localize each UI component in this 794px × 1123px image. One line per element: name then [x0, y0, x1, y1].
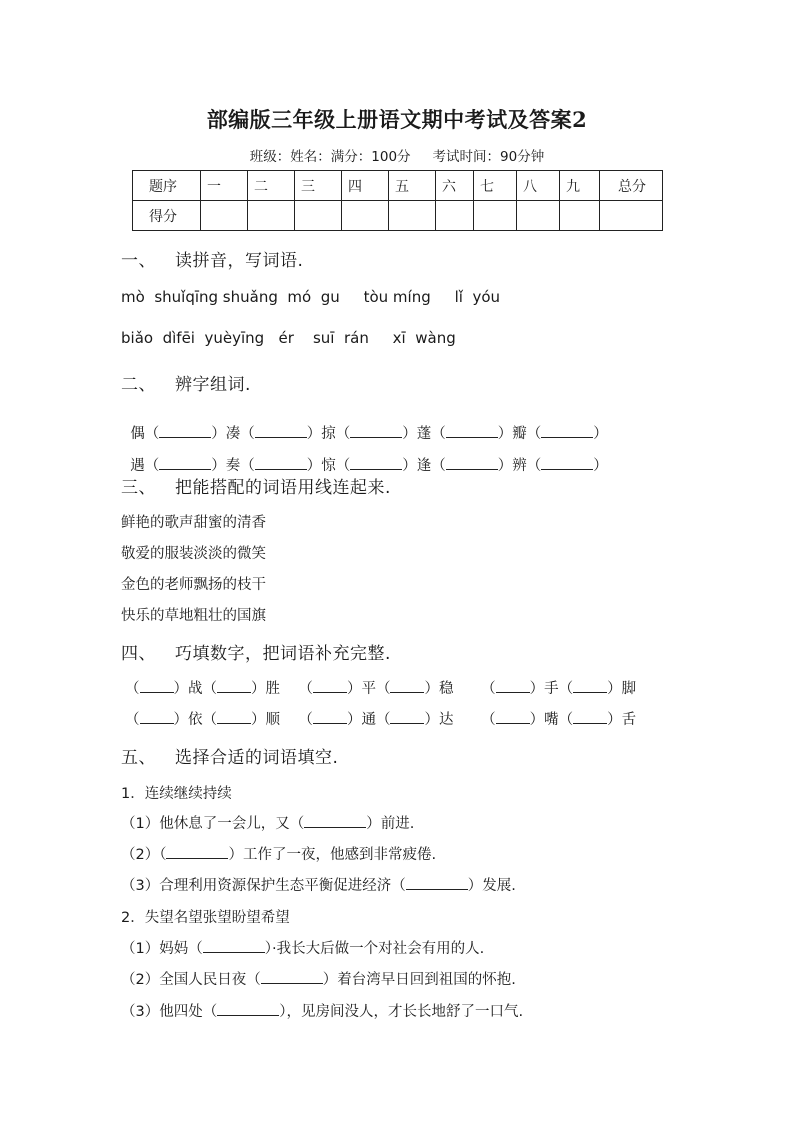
- answer-blank[interactable]: [166, 846, 228, 859]
- char: 偶: [130, 426, 145, 442]
- char-group-row: 遇（ ）奏（ ）惊（ ）逢（ ）辨（ ）: [130, 458, 608, 474]
- question-text: ），见房间没人，才长长地舒了一口气.: [279, 1004, 524, 1020]
- score-header-cell: 八: [517, 171, 560, 201]
- answer-blank[interactable]: [140, 711, 174, 724]
- question-text: ）前进.: [366, 816, 415, 832]
- answer-blank[interactable]: [541, 457, 593, 470]
- char: 达: [438, 712, 454, 728]
- exam-info: [0, 145, 794, 165]
- answer-blank[interactable]: [350, 425, 402, 438]
- answer-blank[interactable]: [159, 425, 211, 438]
- answer-blank[interactable]: [217, 711, 251, 724]
- time-info: 考试时间：90分钟: [432, 149, 545, 165]
- question-item: [121, 968, 516, 989]
- char: 舌: [621, 712, 637, 728]
- char: 战: [188, 681, 203, 697]
- answer-blank[interactable]: [255, 425, 307, 438]
- answer-blank[interactable]: [496, 711, 530, 724]
- question-item: [121, 874, 516, 895]
- question-text: （2）全国人民日夜（: [121, 972, 261, 988]
- question-text: ）着台湾早日回到祖国的怀抱.: [322, 972, 516, 988]
- class-info: 班级：姓名：满分：100分: [249, 149, 411, 165]
- answer-blank[interactable]: [304, 815, 366, 828]
- score-cell[interactable]: [248, 201, 295, 231]
- answer-blank[interactable]: [217, 1003, 279, 1016]
- score-header-cell: 六: [436, 171, 474, 201]
- score-cell[interactable]: [560, 201, 600, 231]
- char: 蓬: [416, 426, 432, 442]
- char: 凑: [225, 426, 241, 442]
- answer-blank[interactable]: [255, 457, 307, 470]
- char: 通: [361, 712, 376, 728]
- char: 胜: [265, 681, 280, 697]
- question-2-title: 2．失望名望张望盼望希望: [121, 910, 290, 926]
- answer-blank[interactable]: [446, 457, 498, 470]
- score-header-cell: 二: [248, 171, 295, 201]
- page-title: 部编版三年级上册语文期中考试及答案2: [206, 107, 588, 132]
- score-cell[interactable]: [474, 201, 517, 231]
- score-header-cell: 总分: [600, 171, 663, 201]
- section-title: 巧填数字，把词语补充完整.: [175, 644, 391, 664]
- question-1-title: 1．连续继续持续: [121, 786, 232, 802]
- answer-blank[interactable]: [313, 711, 347, 724]
- question-text: （2）（: [121, 847, 167, 863]
- question-text: ）发展.: [467, 878, 516, 894]
- match-line: 敬爱的服装淡淡的微笑: [121, 546, 266, 562]
- section-title: 选择合适的词语填空.: [175, 748, 339, 768]
- question-text: ）·我长大后做一个对社会有用的人.: [264, 941, 485, 957]
- pinyin-line: mò shuǐqīng shuǎng mó gu tòu míng lǐ yóu: [121, 288, 500, 306]
- section-3-heading: [121, 473, 391, 498]
- score-cell[interactable]: [295, 201, 342, 231]
- question-item: [121, 937, 484, 958]
- question-item: [121, 1000, 523, 1021]
- score-header-cell: 七: [474, 171, 517, 201]
- score-value-row: [133, 201, 663, 231]
- answer-blank[interactable]: [203, 940, 265, 953]
- section-5-heading: [121, 743, 338, 768]
- pinyin-line: biǎo dìfēi yuèyīng ér suī rán xī wàng: [121, 329, 456, 347]
- score-header-cell: 三: [295, 171, 342, 201]
- section-title: 辨字组词.: [175, 375, 251, 395]
- answer-blank[interactable]: [406, 877, 468, 890]
- section-number: 四、: [121, 644, 156, 664]
- question-item: [121, 843, 436, 864]
- match-line: 快乐的草地粗壮的国旗: [121, 608, 266, 624]
- char: 嘴: [544, 712, 559, 728]
- score-cell[interactable]: [201, 201, 248, 231]
- score-header-cell: 五: [389, 171, 436, 201]
- section-number: 一、: [121, 251, 156, 271]
- number-idiom-row: （ ）战（ ）胜 （ ）平（ ）稳 （ ）手（ ）脚: [125, 681, 637, 697]
- score-header-cell: 题序: [133, 171, 201, 201]
- char: 掠: [321, 426, 336, 442]
- section-1-heading: [121, 246, 303, 271]
- question-text: （1）他休息了一会儿，又（: [121, 816, 305, 832]
- score-cell[interactable]: [517, 201, 560, 231]
- answer-blank[interactable]: [390, 711, 424, 724]
- char: 稳: [438, 681, 454, 697]
- question-text: ）工作了一夜，他感到非常疲倦.: [228, 847, 437, 863]
- answer-blank[interactable]: [217, 680, 251, 693]
- score-cell[interactable]: [600, 201, 663, 231]
- match-line: 鲜艳的歌声甜蜜的清香: [121, 515, 266, 531]
- question-text: （1）妈妈（: [121, 941, 203, 957]
- question-text: （3）他四处（: [121, 1004, 218, 1020]
- score-header-row: [133, 171, 663, 201]
- char: 依: [188, 712, 203, 728]
- char: 逢: [416, 458, 432, 474]
- answer-blank[interactable]: [140, 680, 174, 693]
- section-title: 把能搭配的词语用线连起来.: [175, 478, 391, 498]
- char: 惊: [321, 458, 336, 474]
- number-idiom-row: （ ）依（ ）顺 （ ）通（ ）达 （ ）嘴（ ）舌: [125, 712, 637, 728]
- char: 辨: [512, 458, 527, 474]
- section-number: 三、: [121, 478, 156, 498]
- answer-blank[interactable]: [446, 425, 498, 438]
- score-header-cell: 一: [201, 171, 248, 201]
- char: 遇: [130, 458, 145, 474]
- section-title: 读拼音，写词语.: [175, 251, 304, 271]
- answer-blank[interactable]: [573, 680, 607, 693]
- score-cell[interactable]: [389, 201, 436, 231]
- match-line: 金色的老师飘扬的枝干: [121, 577, 266, 593]
- score-row-label: 得分: [133, 201, 201, 231]
- answer-blank[interactable]: [541, 425, 593, 438]
- score-header-cell: 四: [342, 171, 389, 201]
- score-cell[interactable]: [342, 201, 389, 231]
- answer-blank[interactable]: [496, 680, 530, 693]
- answer-blank[interactable]: [350, 457, 402, 470]
- char: 瓣: [512, 426, 527, 442]
- section-2-heading: [121, 370, 251, 395]
- score-table: [132, 170, 663, 231]
- answer-blank[interactable]: [573, 711, 607, 724]
- answer-blank[interactable]: [313, 680, 347, 693]
- char-group-row: 偶（ ）凑（ ）掠（ ）蓬（ ）瓣（ ）: [130, 426, 608, 442]
- section-4-heading: [121, 639, 391, 664]
- answer-blank[interactable]: [261, 971, 323, 984]
- score-header-cell: 九: [560, 171, 600, 201]
- section-number: 五、: [121, 748, 156, 768]
- score-cell[interactable]: [436, 201, 474, 231]
- answer-blank[interactable]: [159, 457, 211, 470]
- section-number: 二、: [121, 375, 156, 395]
- char: 手: [544, 681, 559, 697]
- char: 平: [361, 681, 376, 697]
- char: 脚: [621, 681, 637, 697]
- char: 奏: [225, 458, 241, 474]
- question-item: [121, 812, 414, 833]
- answer-blank[interactable]: [390, 680, 424, 693]
- char: 顺: [265, 712, 280, 728]
- question-text: （3）合理利用资源保护生态平衡促进经济（: [121, 878, 406, 894]
